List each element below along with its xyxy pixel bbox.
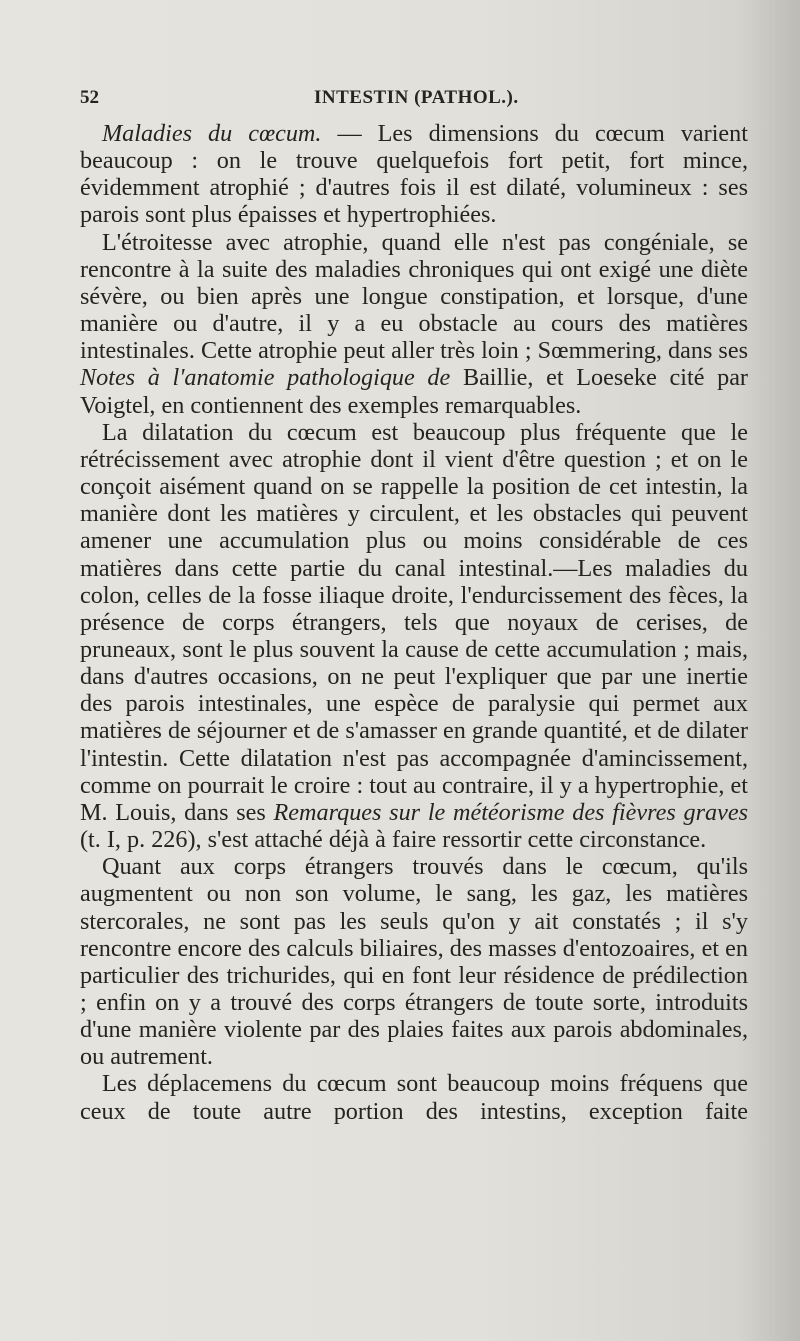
paragraph-deplacemens <box>80 1070 748 1124</box>
page-number: 52 <box>80 87 99 108</box>
paragraph-corps-etrangers <box>80 853 748 1070</box>
paragraph-text: (t. I, p. 226), s'est attaché déjà à faire ressortir cette circonstance. <box>80 826 707 854</box>
section-heading: Maladies du cœcum. <box>102 120 322 147</box>
body-text <box>80 120 748 1125</box>
book-title: Remarques sur le météorisme des fièvres graves <box>273 798 748 826</box>
paragraph-text: — Les dimensions du cœcum varient beaucoup : on le trouve quelquefois fort petit, fort mince, évidemment atrophié ; d'autres fois il est dilaté, volumineux : ses parois sont plus épaisses et hypertrophiées. <box>80 120 748 229</box>
paragraph-text: Baillie, et Loeseke cité par Voigtel, en contiennent des exemples remarquables. <box>80 364 748 419</box>
running-title: INTESTIN (PATHOL.). <box>314 87 519 108</box>
paragraph-text: Les déplacemens du cœcum sont beaucoup moins fréquens que ceux de toute autre portion des intestins, exception faite <box>80 1070 748 1125</box>
paragraph-etroitesse <box>80 229 748 419</box>
paragraph-maladies-du-coecum <box>80 120 748 229</box>
paragraph-text: Quant aux corps étrangers trouvés dans le cœcum, qu'ils augmentent ou non son volume, le sang, les gaz, les matières stercorales, ne sont pas les seuls qu'on y ait constatés ; il s'y rencontre encore des calculs biliaires, des masses d'entozoaires, et en particulier des trichurides, qui en font leur résidence de prédilection ; enfin on y a trouvé des corps étrangers de toute sorte, introduits d'une manière violente par des plaies faites aux parois abdominales, ou autrement. <box>80 853 748 1071</box>
paragraph-text: La dilatation du cœcum est beaucoup plus fréquente que le rétrécissement avec atrophie dont il vient d'être question ; et on le conçoit aisément quand on se rappelle la position de cet intestin, la manière dont les matières y circulent, et les obstacles qui peuvent amener une accumulation plus ou moins considérable de ces matières dans cette partie du canal intestinal.—Les maladies du colon, celles de la fosse iliaque droite, l'endurcissement des fèces, la présence de corps étrangers, tels que noyaux de cerises, de pruneaux, sont le plus souvent la cause de cette accumulation ; mais, dans d'autres occasions, on ne peut l'expliquer que par une inertie des parois intestinales, une espèce de paralysie qui permet aux matières de séjourner et de s'amasser en grande quantité, et de dilater l'intestin. Cette dilatation n'est pas accompagnée d'amincissement, comme on pourrait le croire : tout au contraire, il y a hypertrophie, et M. Louis, dans ses <box>80 418 748 826</box>
book-title: Notes à l'anatomie pathologique de <box>80 364 451 392</box>
running-head <box>80 87 750 117</box>
paragraph-text: L'étroitesse avec atrophie, quand elle n'est pas congéniale, se rencontre à la suite des maladies chroniques qui ont exigé une diète sévère, ou bien après une longue constipation, et lorsque, d'une manière ou d'autre, il y a eu obstacle au cours des matières intestinales. Cette atrophie peut aller très loin ; Sœmmering, dans ses <box>80 228 748 365</box>
paragraph-dilatation <box>80 419 748 854</box>
